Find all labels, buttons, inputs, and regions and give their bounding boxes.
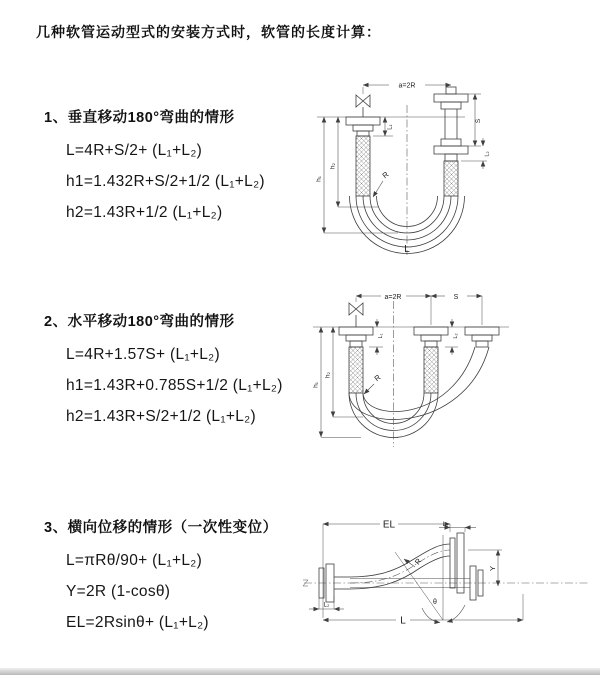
right-flange-column (434, 87, 468, 161)
dim-label-l2: L₂ (453, 333, 459, 339)
formula-h1: h1=1.43R+0.785S+1/2 (L₁+L₂) (66, 377, 283, 394)
upper-right-flange (450, 533, 464, 593)
dim-label-h2: h₂ (329, 162, 337, 170)
formula-y: Y=2R (1-cosθ) (66, 583, 171, 600)
formula-h2: h2=1.43R+1/2 (L₁+L₂) (66, 204, 223, 221)
dimension-labels (316, 83, 491, 256)
section-3 (44, 516, 314, 645)
dim-label-el: EL (382, 519, 396, 531)
dim-label-h1: h₁ (312, 382, 320, 388)
formula-length: L=4R+1.57S+ (L₁+L₂) (66, 346, 220, 363)
dim-label-l1: L₁ (378, 333, 384, 339)
diagram-horizontal-180 (298, 283, 595, 458)
valve-icon (356, 95, 370, 117)
dim-label-y: Y (488, 565, 497, 572)
length-label: L (400, 615, 406, 627)
angle-label-theta: θ (433, 599, 437, 606)
formula-el: EL=2Rsinθ+ (L₁+L₂) (66, 614, 209, 631)
formula-length: L=πRθ/90+ (L₁+L₂) (66, 552, 203, 569)
radius-label: R (380, 169, 391, 181)
page-title: 几种软管运动型式的安装方式时，软管的长度计算： (36, 24, 381, 40)
formula-length: L=4R+S/2+ (L₁+L₂) (66, 142, 203, 159)
braided-hose-left (349, 347, 363, 393)
dimension-lines (321, 296, 482, 438)
section-1-heading: 1、垂直移动180°弯曲的情形 (44, 110, 235, 126)
dim-label-h2: h₂ (324, 371, 332, 379)
left-flange (346, 117, 380, 136)
dim-label-l1: L₁ (442, 522, 448, 528)
dim-label-l1: L₁ (387, 124, 394, 130)
dim-label-l2: L₂ (484, 151, 491, 157)
hose-u-curves (349, 347, 489, 438)
dimension-labels (324, 520, 497, 627)
length-label: L (404, 244, 410, 255)
dim-label-s: S (453, 294, 459, 301)
flanges (339, 327, 499, 347)
page-bottom-edge (0, 668, 600, 675)
section-3-heading: 3、横向位移的情形（一次性变位） (44, 520, 278, 536)
dim-label-h1: h₁ (315, 176, 323, 182)
braided-hose-right (444, 161, 458, 196)
formula-h1: h1=1.432R+S/2+1/2 (L₁+L₂) (66, 173, 265, 190)
valve-icon (349, 303, 363, 327)
radius-label: R (412, 556, 424, 567)
diagram-vertical-180 (303, 70, 593, 262)
dim-label-l2: L₂ (323, 602, 330, 609)
dim-label-a2r: a=2R (384, 294, 402, 301)
section-2 (44, 310, 314, 439)
radius-label: R (372, 372, 383, 384)
braided-hose-left (356, 136, 370, 196)
diagram-lateral-displacement (298, 502, 598, 667)
section-1 (44, 106, 314, 235)
braided-hose-middle (424, 347, 438, 393)
formula-h2: h2=1.43R+S/2+1/2 (L₁+L₂) (66, 408, 256, 425)
section-2-heading: 2、水平移动180°弯曲的情形 (44, 314, 235, 330)
dim-label-s: S (475, 118, 482, 124)
dim-label-a2r: a=2R (398, 82, 416, 90)
